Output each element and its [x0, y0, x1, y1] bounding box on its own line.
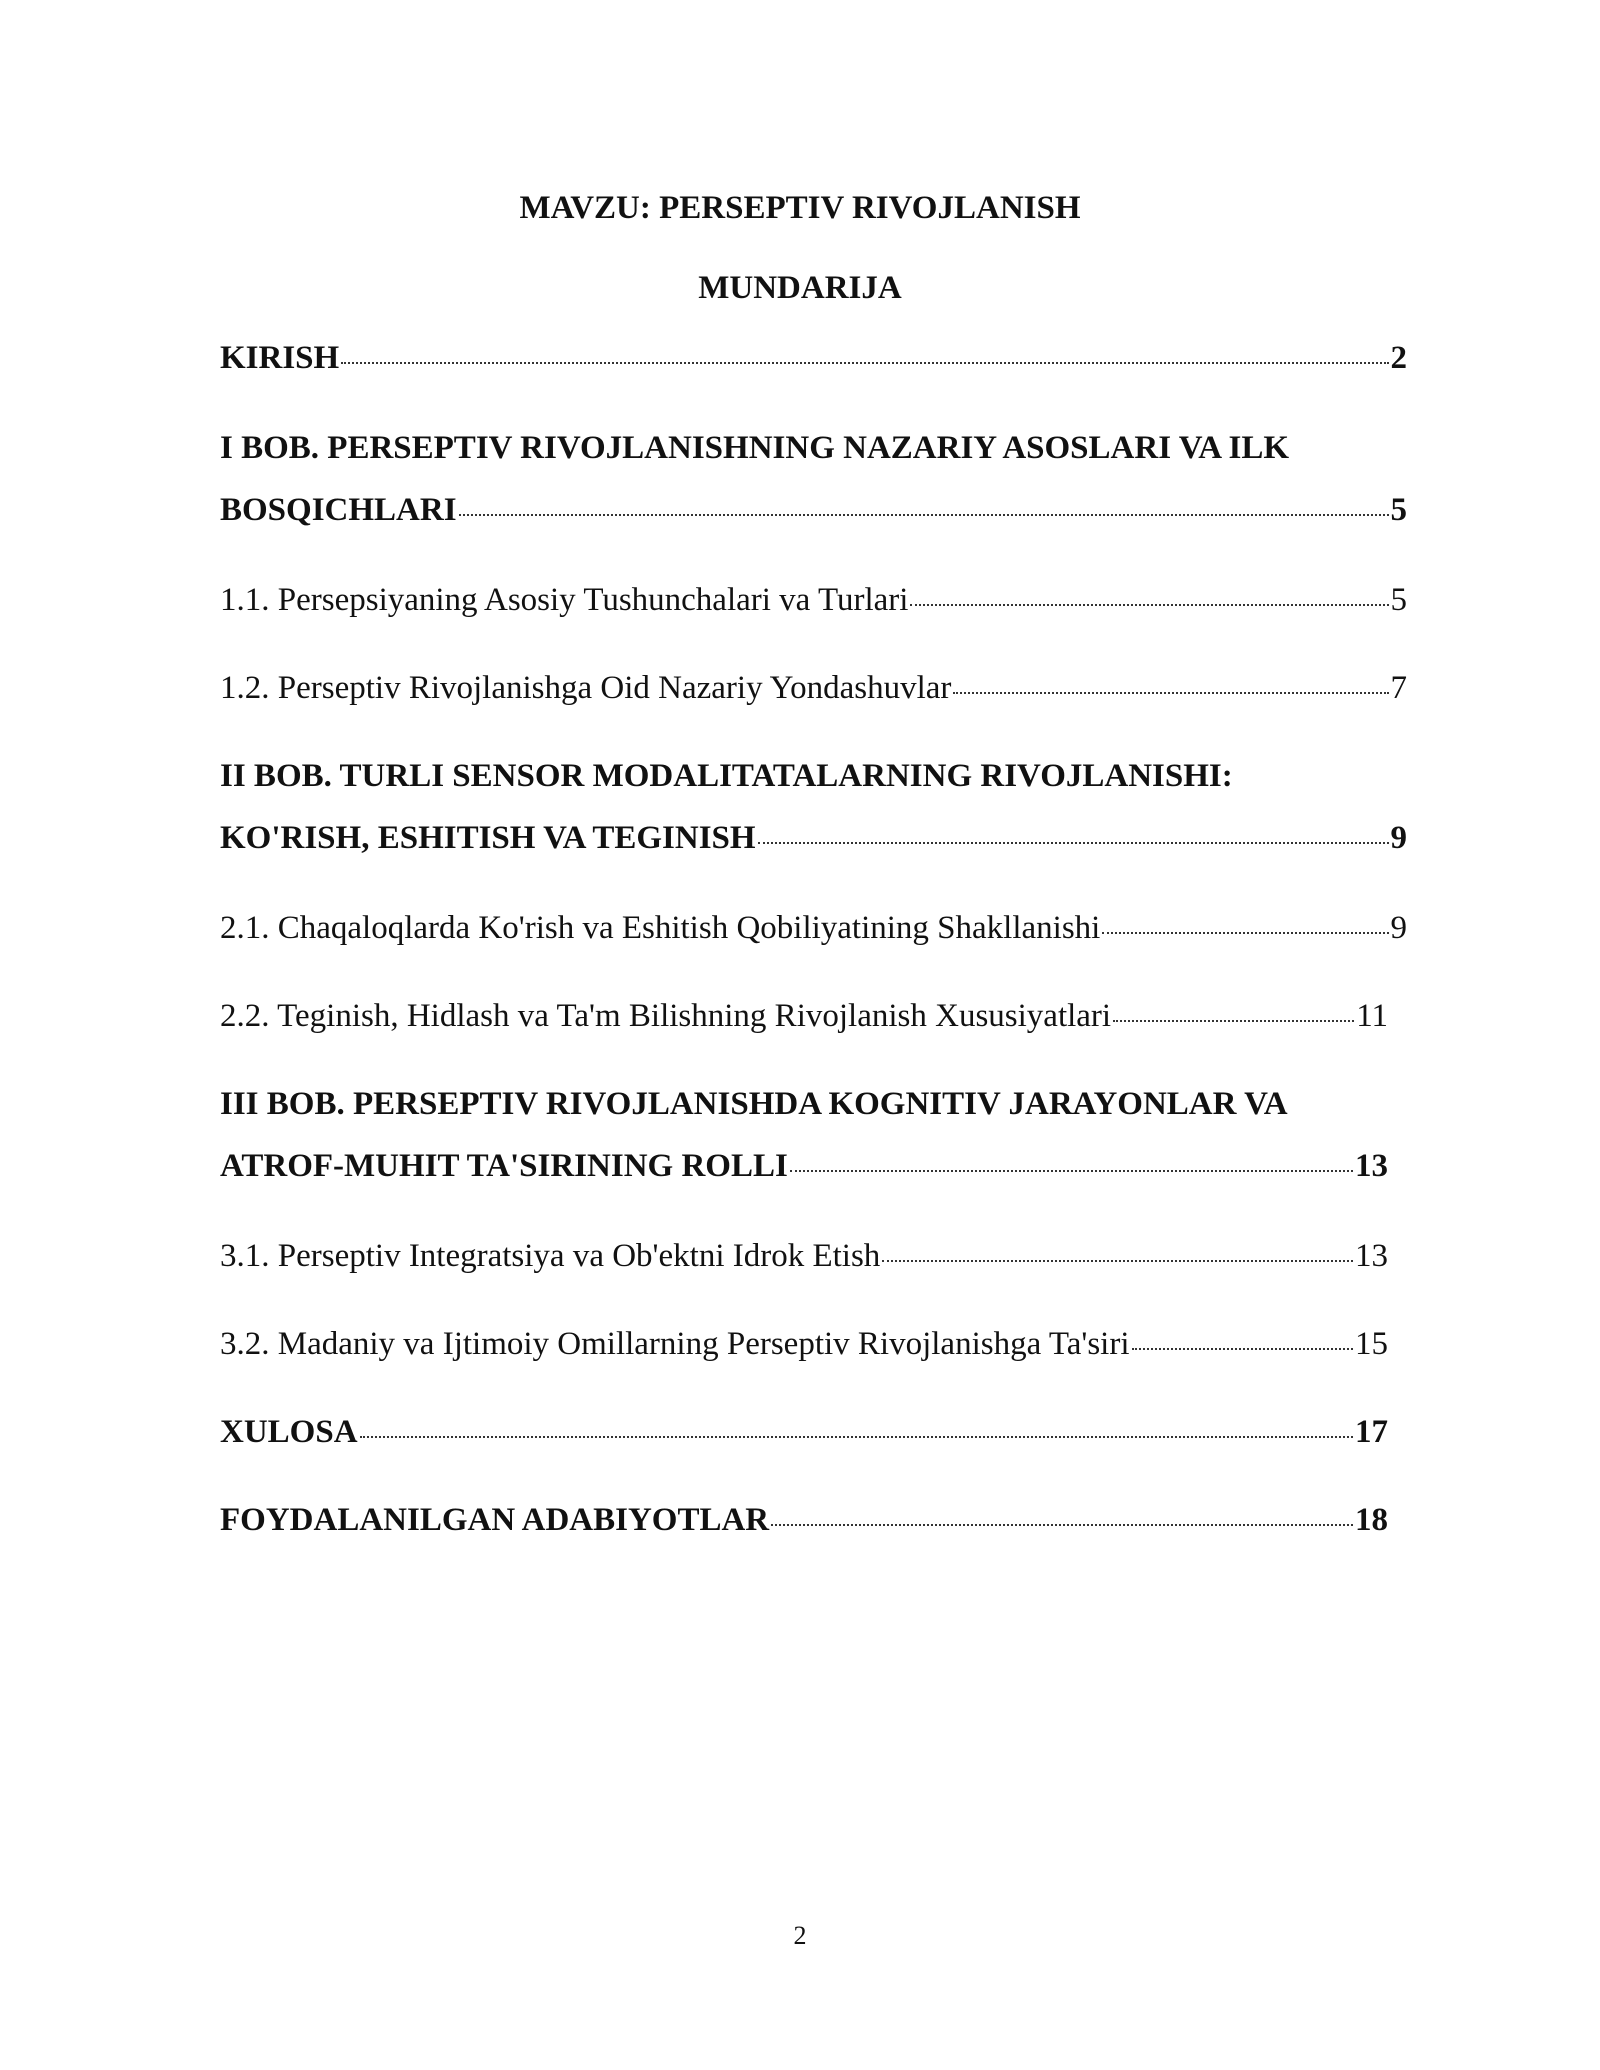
dot-leader [1132, 1348, 1354, 1350]
toc-entry-bob1-line1[interactable]: I BOB. PERSEPTIV RIVOJLANISHNING NAZARIY ASOSLARI VA ILK [220, 430, 1290, 466]
dot-leader [910, 604, 1388, 606]
toc-page-number: 18 [1355, 1502, 1388, 1538]
toc-entry-label: 2.2. Teginish, Hidlash va Ta'm Bilishning Rivojlanish Xususiyatlari [220, 998, 1112, 1034]
dot-leader [1113, 1020, 1354, 1022]
toc-page-number: 11 [1356, 998, 1388, 1034]
toc-entry-label: ATROF-MUHIT TA'SIRINING ROLLI [220, 1148, 788, 1184]
toc-entry-2-2[interactable] [220, 996, 1388, 1036]
toc-entry-bob1[interactable] [220, 490, 1407, 530]
toc-entry-bob3-line1[interactable]: III BOB. PERSEPTIV RIVOJLANISHDA KOGNITIV JARAYONLAR VA [220, 1086, 1288, 1122]
toc-entry-adabiyotlar[interactable] [220, 1500, 1388, 1540]
toc-entry-label: XULOSA [220, 1414, 358, 1450]
toc-page-number: 5 [1390, 492, 1407, 528]
toc-entry-bob3[interactable] [220, 1146, 1388, 1186]
toc-page-number: 7 [1390, 670, 1407, 706]
toc-entry-label: 3.1. Perseptiv Integratsiya va Ob'ektni Idrok Etish [220, 1238, 881, 1274]
toc-entry-label: 1.2. Perseptiv Rivojlanishga Oid Nazariy Yondashuvlar [220, 670, 952, 706]
toc-entry-label: 1.1. Persepsiyaning Asosiy Tushunchalari va Turlari [220, 582, 909, 618]
toc-entry-label: FOYDALANILGAN ADABIYOTLAR [220, 1502, 770, 1538]
page-title: MAVZU: PERSEPTIV RIVOJLANISH [519, 190, 1081, 226]
dot-leader [1102, 932, 1388, 934]
toc-entry-label: KIRISH [220, 340, 340, 376]
dot-leader [771, 1524, 1353, 1526]
toc-page-number: 13 [1355, 1238, 1388, 1274]
dot-leader [459, 514, 1389, 516]
toc-page-number: 13 [1355, 1148, 1388, 1184]
toc-page-number: 9 [1390, 910, 1407, 946]
dot-leader [758, 842, 1389, 844]
toc-entry-1-1[interactable] [220, 580, 1407, 620]
toc-page-number: 5 [1390, 582, 1407, 618]
toc-entry-1-2[interactable] [220, 668, 1407, 708]
toc-entry-label: 3.2. Madaniy va Ijtimoiy Omillarning Perseptiv Rivojlanishga Ta'siri [220, 1326, 1130, 1362]
toc-entry-bob2[interactable] [220, 818, 1407, 858]
toc-page-number: 9 [1390, 820, 1407, 856]
dot-leader [360, 1436, 1353, 1438]
dot-leader [790, 1170, 1353, 1172]
toc-entry-xulosa[interactable] [220, 1412, 1388, 1452]
toc-entry-3-2[interactable] [220, 1324, 1388, 1364]
dot-leader [953, 692, 1388, 694]
page-number: 2 [793, 1921, 807, 1950]
toc-entry-label: 2.1. Chaqaloqlarda Ko'rish va Eshitish Qobiliyatining Shakllanishi [220, 910, 1101, 946]
dot-leader [882, 1260, 1353, 1262]
toc-entry-bob2-line1[interactable]: II BOB. TURLI SENSOR MODALITATALARNING RIVOJLANISHI: [220, 758, 1233, 794]
toc-entry-label: BOSQICHLARI [220, 492, 457, 528]
toc-entry-label: KO'RISH, ESHITISH VA TEGINISH [220, 820, 756, 856]
toc-entry-3-1[interactable] [220, 1236, 1388, 1276]
toc-heading: MUNDARIJA [698, 270, 902, 306]
toc-page-number: 17 [1355, 1414, 1388, 1450]
toc-page-number: 2 [1390, 340, 1407, 376]
toc-page-number: 15 [1355, 1326, 1388, 1362]
dot-leader [341, 362, 1388, 364]
toc-entry-2-1[interactable] [220, 908, 1407, 948]
toc-entry-kirish[interactable] [220, 338, 1407, 378]
